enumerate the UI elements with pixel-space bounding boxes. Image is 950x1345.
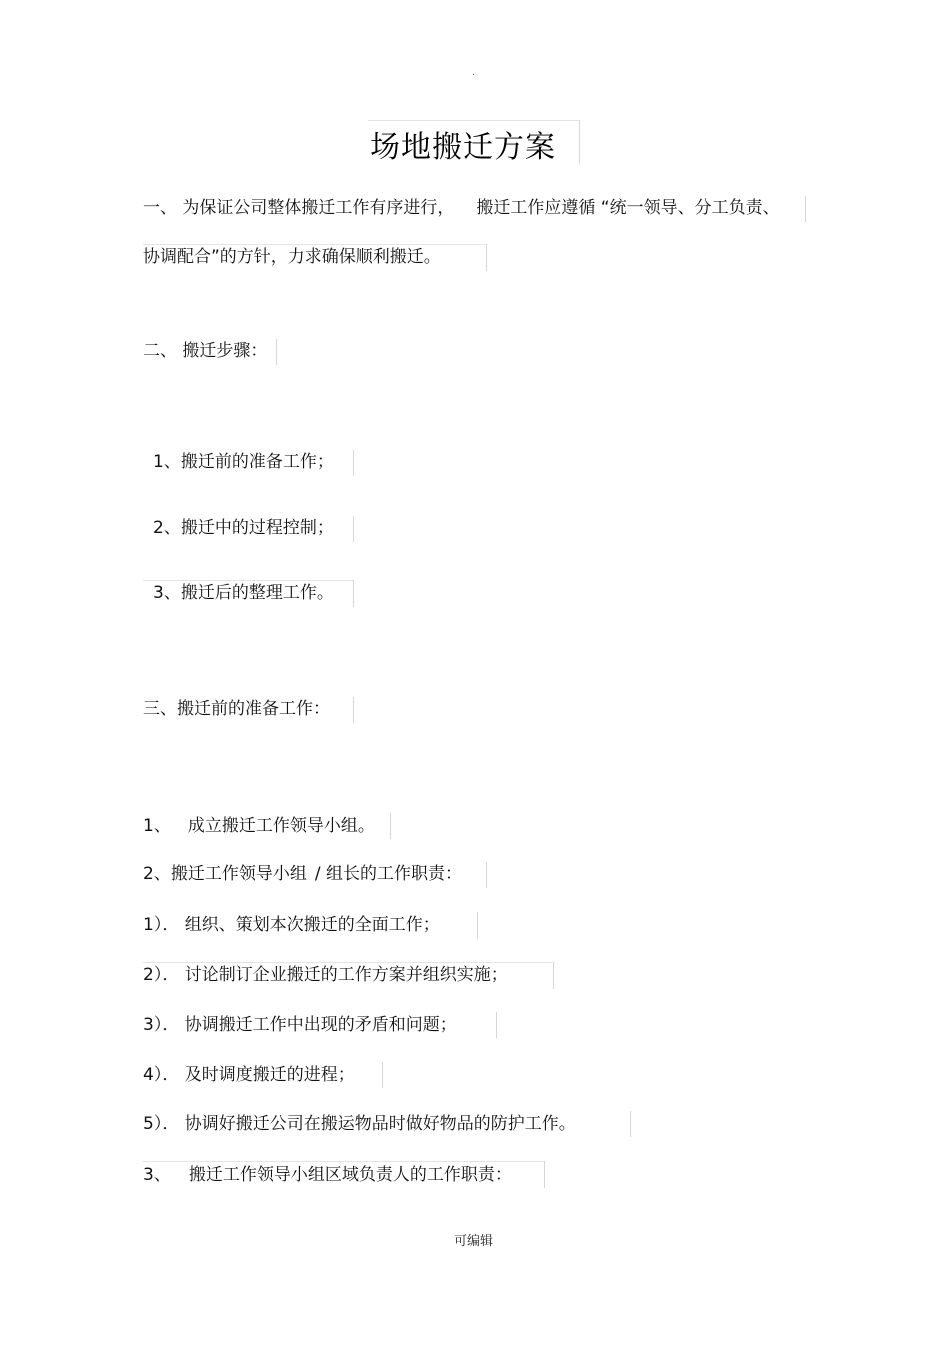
section3-item-1-number: 1、 [143,816,171,836]
section3-item-1-text: 成立搬迁工作领导小组。 [187,816,375,836]
section1-line2: 协调配合”的方针，力求确保顺利搬迁。 [143,247,441,267]
section3-item-2-part-b: / 组长的工作职责： [314,864,462,884]
duty-2-frame-top [143,962,553,963]
duty-3: 3）． 协调搬迁工作中出现的矛盾和问题； [143,1015,457,1035]
duty-2: 2）． 讨论制订企业搬迁的工作方案并组织实施； [143,965,508,985]
section1-line1-frame [805,196,806,222]
section3-item-2-part-a: 2、搬迁工作领导小组 [143,864,307,884]
section1-line2-frame-top [143,244,486,245]
title-frame-right [579,120,580,164]
duty-5-frame [630,1111,631,1137]
duty-3-frame [496,1012,497,1038]
section1-line1-part-a: 一、 为保证公司整体搬迁工作有序进行， [143,198,455,218]
duty-4-frame [382,1062,383,1088]
footer-label: 可编辑 [454,1234,494,1249]
section3-heading: 三、搬迁前的准备工作： [143,699,330,719]
section3-item-2-frame [486,862,487,888]
section3-item-3-number: 3、 [143,1165,171,1185]
duty-1: 1）． 组织、策划本次搬迁的全面工作； [143,915,440,935]
section2-step-1-frame [353,450,354,476]
section3-item-3-text: 搬迁工作领导小组区域负责人的工作职责： [188,1165,512,1185]
duty-1-frame [477,912,478,939]
section3-heading-frame [353,697,354,723]
section3-item-3 [143,1164,512,1186]
section2-step-3-frame-right [353,580,354,607]
section1-line1 [143,197,780,219]
duty-2-frame-right [553,962,554,989]
section2-heading-frame [276,339,277,365]
section2-step-2-frame [353,516,354,542]
section1-line1-part-b: 搬迁工作应遵循 “统一领导、分工负责、 [476,198,780,218]
section3-item-1 [143,815,375,837]
section3-item-1-frame [390,813,391,839]
section2-step-3: 3、搬迁后的整理工作。 [153,583,334,603]
section2-heading: 二、 搬迁步骤： [143,341,268,361]
header-mark: · [472,70,476,81]
section3-item-3-frame-top [143,1161,544,1162]
duty-5: 5）． 协调好搬迁公司在搬运物品时做好物品的防护工作。 [143,1114,576,1134]
section3-item-2 [143,863,462,885]
page-title: 场地搬迁方案 [370,130,556,165]
duty-4: 4）． 及时调度搬迁的进程； [143,1065,355,1085]
section1-line2-frame-right [486,244,487,271]
section2-step-2: 2、搬迁中的过程控制； [153,518,334,538]
title-frame-top [368,120,580,121]
section2-step-1: 1、搬迁前的准备工作； [153,452,334,472]
section3-item-3-frame-right [544,1161,545,1188]
section2-step-3-frame-top [143,580,353,581]
